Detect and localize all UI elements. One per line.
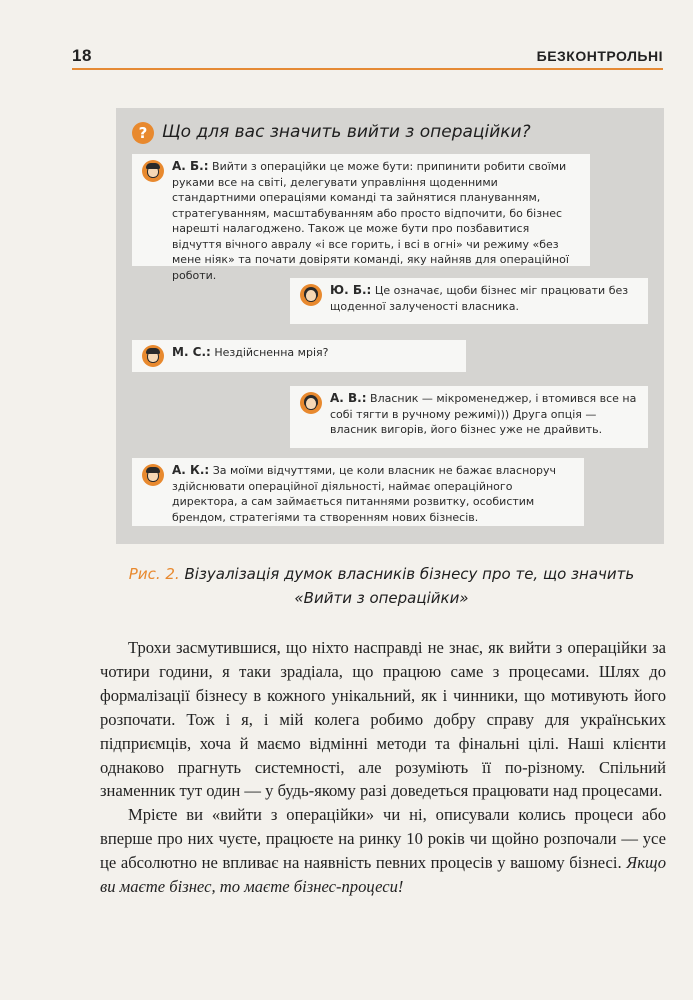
speaker-name: А. К.: [172, 463, 210, 477]
bubble-text: За моїми відчуттями, це коли власник не бажає власноруч здійснювати операційної діяльності, наймає операційного директора, а сам займається питаннями розвитку, особистим брендом, стратегіями та створенням нових бізнесів. [172, 464, 557, 524]
female-avatar-icon [300, 284, 322, 306]
bubble-text: Власник — мікроменеджер, і втомився все на собі тягти в ручному режимі))) Друга опція — власник вигорів, його бізнес уже не драйвить. [330, 392, 637, 436]
male-avatar-icon [142, 160, 164, 182]
speaker-name: М. С.: [172, 345, 211, 359]
speaker-name: Ю. Б.: [330, 283, 372, 297]
paragraph-2 [100, 803, 666, 899]
question-mark-icon: ? [132, 122, 154, 144]
header-rule [72, 68, 663, 70]
page-number: 18 [72, 46, 92, 65]
speech-bubble-ab [132, 154, 590, 282]
question-text: Що для вас значить вийти з операційки? [162, 122, 531, 142]
paragraph-2-text: Мрієте ви «вийти з операційки» чи ні, описували колись процеси або вперше про них чуєте, працюєте на ринку 10 років чи щойно розпочали — усе це абсолютно не впливає на наявність певних процесів у вашому бізнесі. [100, 805, 666, 873]
body-text [100, 636, 666, 899]
paragraph-2-emphasis: Якщо ви маєте бізнес, то маєте бізнес-процеси! [100, 853, 666, 897]
bubble-text: Нездійсненна мрія? [210, 346, 329, 359]
speaker-name: А. Б.: [172, 159, 209, 173]
page-header [72, 46, 663, 70]
figure-panel [116, 108, 664, 544]
paragraph-1: Трохи засмутившися, що ніхто насправді не знає, як вийти з операційки за чотири години, я таки зрадіала, що працюю саме з процесами. Шлях до формалізації бізнесу в кожного унікальний, як і чинники, що мотивують його розпочати. Тож і я, і мій колега робимо добру справу для українських підприємців, хоча й маємо відмінні методи та фінальні цілі. Наші клієнти однаково прагнуть системності, але розуміють її по-різному. Спільний знаменник тут один — у будь-якому разі доведеться працювати над процесами. [100, 638, 666, 801]
speaker-name: А. В.: [330, 391, 367, 405]
male-avatar-icon [142, 464, 164, 486]
male-avatar-icon [142, 345, 164, 367]
speech-bubble-ak [132, 458, 584, 526]
speech-bubble-av [290, 386, 648, 448]
running-title: БЕЗКОНТРОЛЬНІ [536, 48, 663, 64]
caption-text: Візуалізація думок власників бізнесу про те, що значить «Вийти з операційки» [179, 565, 635, 607]
speech-bubble-yub [290, 278, 648, 324]
caption-label: Рис. 2. [128, 565, 180, 583]
bubble-text: Це означає, щоби бізнес міг працювати без щоденної залученості власника. [330, 284, 629, 313]
figure-caption [100, 562, 663, 610]
figure-question [132, 122, 531, 144]
female-avatar-icon [300, 392, 322, 414]
bubble-text: Вийти з операційки це може бути: припинити робити своїми руками все на світі, делегувати управління щоденними стандартними операціями команді та зайнятися плануванням, стратегуванням, масштабуванням або просто відпочити, бо бізнес нарешті налагоджено. Також це може бути про позбавитися відчуття вічного авралу «і все горить, і всі в огні» чи режиму «без мене ніяк» та почати довіряти команді, яку найняв для операційної роботи. [172, 160, 569, 282]
speech-bubble-ms [132, 340, 466, 372]
